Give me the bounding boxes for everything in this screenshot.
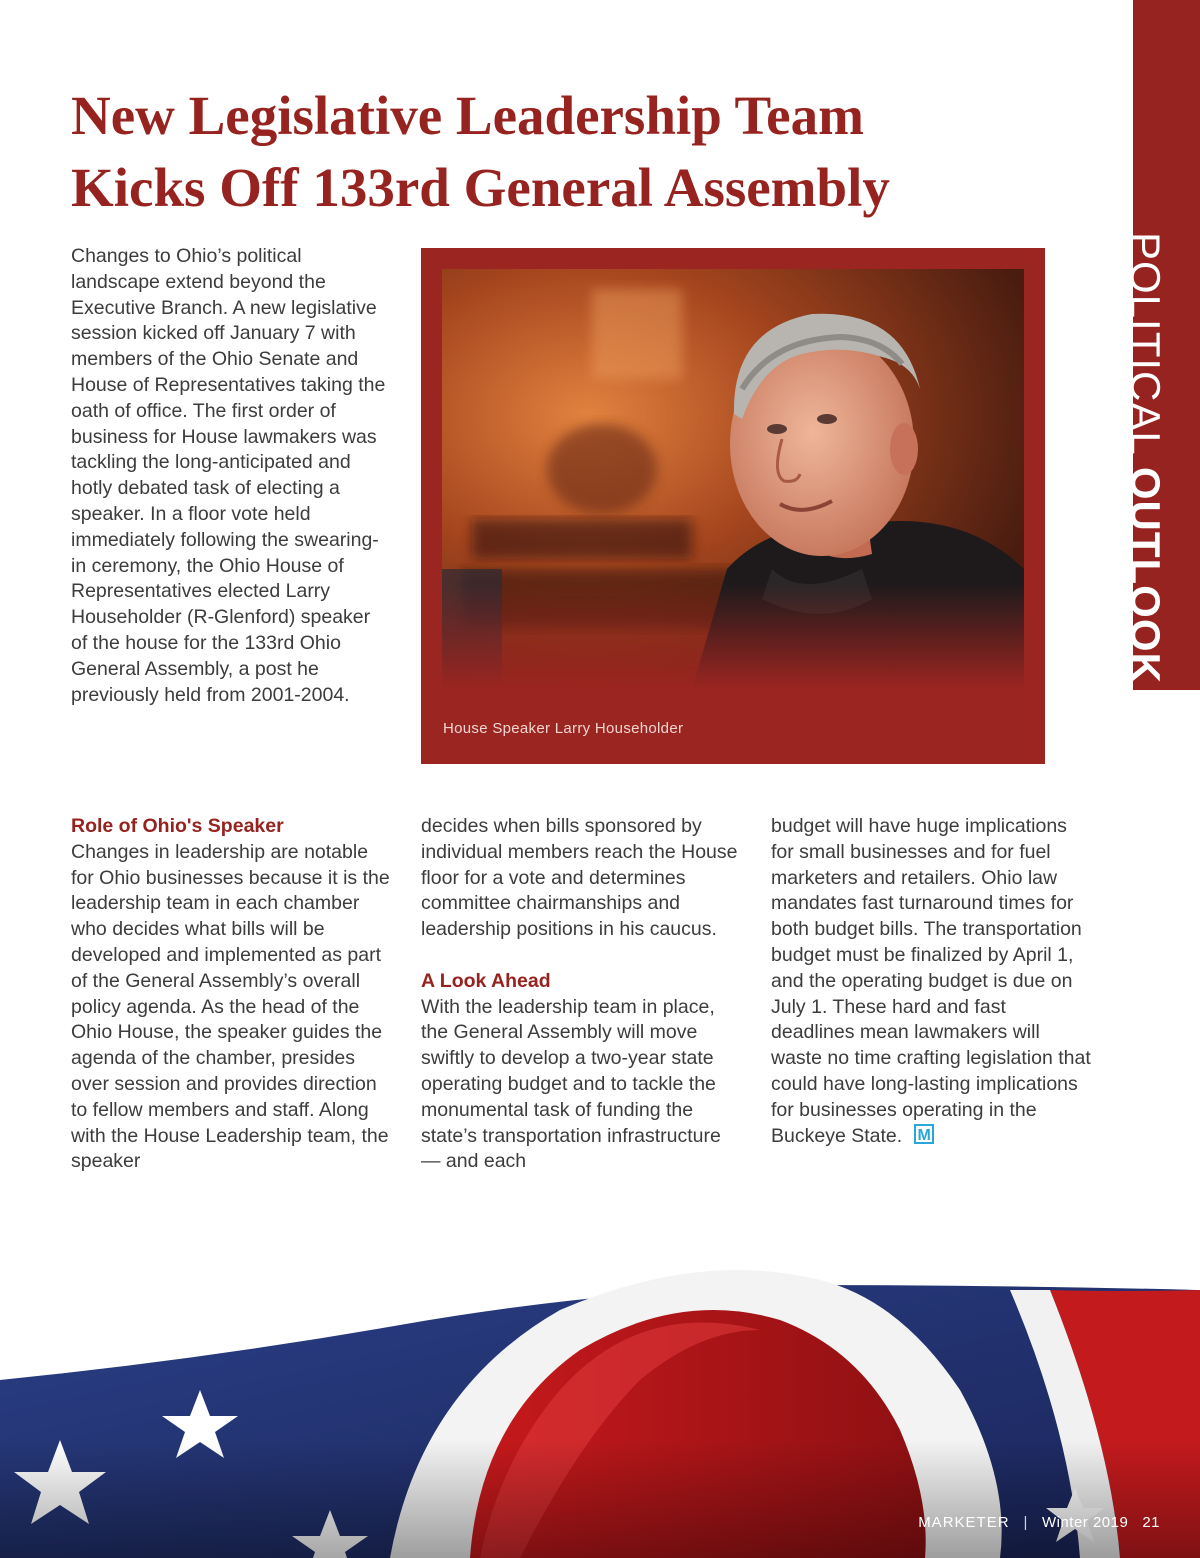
- heading-look-ahead: A Look Ahead: [421, 969, 551, 992]
- ohio-flag-illustration: [0, 1240, 1200, 1558]
- column-2-text-2: With the leadership team in place, the General Assembly will move swiftly to develop a two-year state operating budget and to tackle the monumental task of funding the state’s transportation infrastructure — and each: [421, 995, 721, 1173]
- column-3: [771, 814, 1091, 1149]
- intro-paragraph: Changes to Ohio’s political landscape extend beyond the Executive Branch. A new legislative session kicked off January 7 with members of the Ohio Senate and House of Representatives taking the oath of office. The first order of business for House lawmakers was tackling the long-anticipated and hotly debated task of electing a speaker. In a floor vote held immediately following the swearing-in ceremony, the Ohio House of Representatives elected Larry Householder (R-Glenford) speaker of the house for the 133rd Ohio General Assembly, a post he previously held from 2001-2004.: [71, 245, 386, 706]
- issue-label: Winter 2019: [1041, 1514, 1129, 1531]
- column-2-text-1: decides when bills sponsored by individual members reach the House floor for a vote and determines committee chairmanships and leadership positions in his caucus.: [421, 815, 738, 941]
- page-number: 21: [1142, 1514, 1160, 1531]
- article-title: [71, 80, 1111, 224]
- heading-role-of-speaker: Role of Ohio's Speaker: [71, 815, 284, 837]
- column-1: [71, 814, 391, 1175]
- section-tab-bold: OUTLOOK: [1122, 466, 1169, 684]
- magazine-brand: MARKETER: [918, 1514, 1010, 1531]
- column-2: [421, 814, 741, 1175]
- column-1-text: Changes in leadership are notable for Ohio businesses because it is the leadership team in each chamber who decides what bills will be developed and implemented as part of the General Assembly’s overall policy agenda. As the head of the Ohio House, the speaker guides the agenda of the chamber, presides over session and provides direction to fellow members and staff. Along with the House Leadership team, the speaker: [71, 840, 390, 1173]
- photo-caption: House Speaker Larry Householder: [443, 720, 684, 737]
- photo-frame: [421, 248, 1045, 764]
- footer-separator: |: [1023, 1514, 1028, 1531]
- page-footer: [918, 1514, 1160, 1531]
- section-tab-label: [1122, 232, 1169, 684]
- section-tab-light: POLITICAL: [1122, 232, 1169, 467]
- end-mark-icon: M: [914, 1124, 934, 1144]
- article-title-line2: Kicks Off 133rd General Assembly: [71, 157, 890, 218]
- speaker-portrait-illustration: [442, 269, 1024, 689]
- column-3-text: budget will have huge implications for small businesses and for fuel marketers and retailers. Ohio law mandates fast turnaround times for both budget bills. The transportation budget must be finalized by April 1, and the operating budget is due on July 1. These hard and fast deadlines mean lawmakers will waste no time crafting legislation that could have long-lasting implications for businesses operating in the Buckeye State.: [771, 815, 1091, 1147]
- article-title-line1: New Legislative Leadership Team: [71, 85, 864, 146]
- speaker-photo: [442, 269, 1024, 689]
